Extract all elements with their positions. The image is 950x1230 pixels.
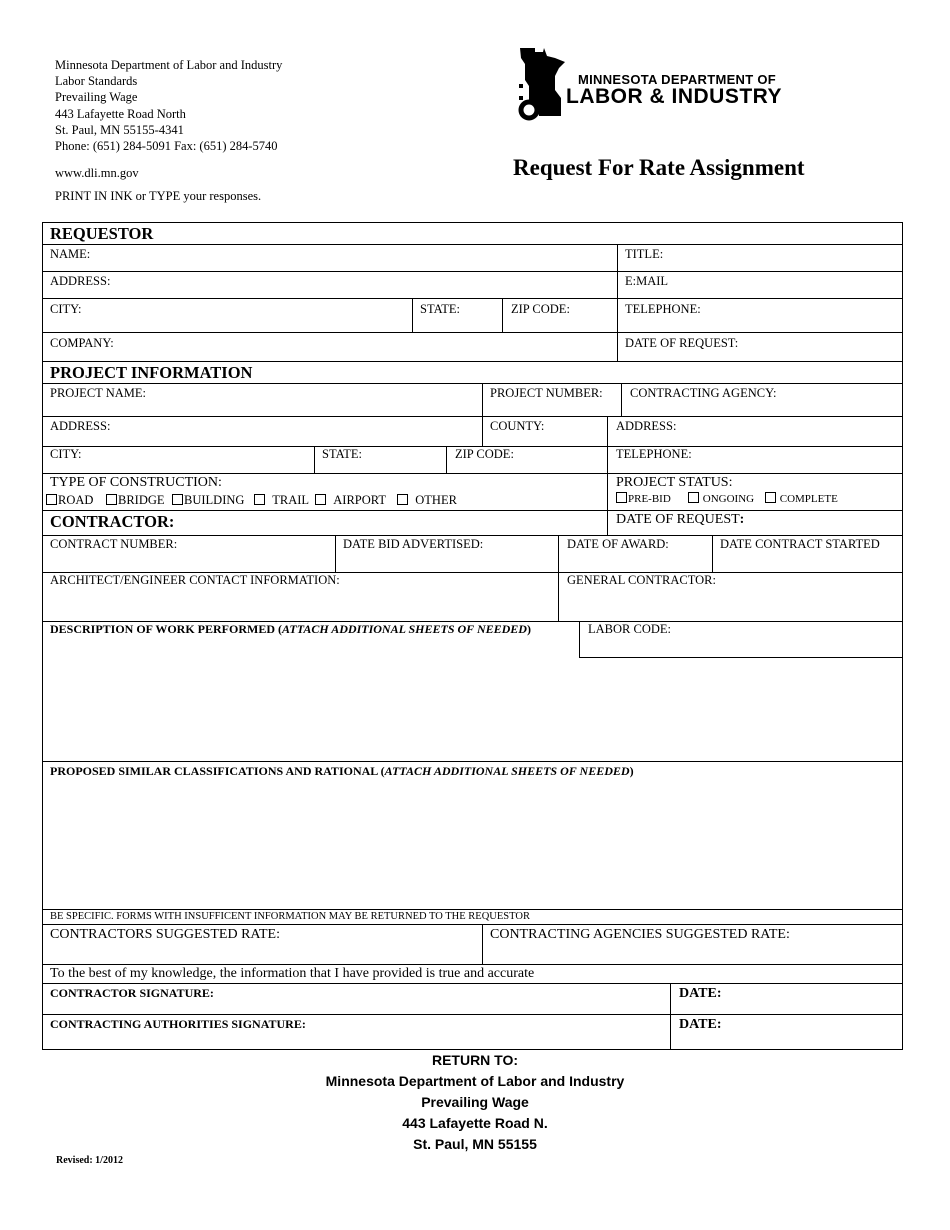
other-checkbox[interactable]	[397, 494, 408, 505]
status-option-complete[interactable]: COMPLETE	[765, 492, 838, 506]
complete-checkbox[interactable]	[765, 492, 776, 503]
requestor-company-field[interactable]: COMPANY:	[50, 336, 114, 350]
minnesota-state-logo-icon	[517, 46, 569, 122]
authority-signature-date-field[interactable]: DATE:	[679, 1017, 722, 1032]
contractor-date-of-request-field[interactable]: DATE OF REQUEST:	[616, 512, 745, 527]
attestation-statement: To the best of my knowledge, the information that I have provided is true and accurate	[50, 966, 535, 981]
architect-engineer-contact-field[interactable]: ARCHITECT/ENGINEER CONTACT INFORMATION:	[50, 573, 340, 587]
requestor-heading: REQUESTOR	[50, 224, 154, 243]
construction-option-road[interactable]: ROAD	[46, 493, 93, 507]
agencies-suggested-rate-field[interactable]: CONTRACTING AGENCIES SUGGESTED RATE:	[490, 927, 790, 942]
construction-option-airport[interactable]: AIRPORT	[315, 493, 386, 507]
contracting-agency-field[interactable]: CONTRACTING AGENCY:	[630, 386, 777, 400]
trail-checkbox[interactable]	[254, 494, 265, 505]
construction-option-other[interactable]: OTHER	[397, 493, 457, 507]
proposed-classifications-field[interactable]: PROPOSED SIMILAR CLASSIFICATIONS AND RATIONAL (ATTACH ADDITIONAL SHEETS OF NEEDED)	[50, 764, 634, 778]
project-county-field[interactable]: COUNTY:	[490, 419, 545, 433]
project-information-heading: PROJECT INFORMATION	[50, 363, 253, 382]
status-option-pre-bid[interactable]: PRE-BID	[616, 492, 671, 506]
be-specific-notice: BE SPECIFIC. FORMS WITH INSUFFICENT INFORMATION MAY BE RETURNED TO THE REQUESTOR	[50, 911, 530, 922]
requestor-email-field[interactable]: E:MAIL	[625, 274, 669, 288]
return-to-line-2: Prevailing Wage	[421, 1094, 529, 1110]
header-address-line-1: Minnesota Department of Labor and Industry	[55, 58, 283, 72]
return-to-heading: RETURN TO:	[431, 1052, 519, 1068]
contractor-signature-field[interactable]: CONTRACTOR SIGNATURE:	[50, 986, 214, 1000]
project-address-field[interactable]: ADDRESS:	[50, 419, 111, 433]
ongoing-checkbox[interactable]	[688, 492, 699, 503]
project-city-field[interactable]: CITY:	[50, 447, 82, 461]
contractors-suggested-rate-field[interactable]: CONTRACTORS SUGGESTED RATE:	[50, 927, 280, 942]
project-zip-field[interactable]: ZIP CODE:	[455, 447, 514, 461]
return-to-line-1: Minnesota Department of Labor and Industry	[325, 1073, 625, 1089]
header-address-line-5: St. Paul, MN 55155-4341	[55, 123, 184, 137]
project-name-field[interactable]: PROJECT NAME:	[50, 386, 146, 400]
date-contract-started-field[interactable]: DATE CONTRACT STARTED	[720, 537, 880, 551]
logo-line-1: MINNESOTA DEPARTMENT OF	[578, 72, 777, 87]
header-instruction: PRINT IN INK or TYPE your responses.	[55, 189, 262, 203]
logo-line-2: LABOR & INDUSTRY	[566, 85, 783, 108]
project-state-field[interactable]: STATE:	[322, 447, 362, 461]
contractor-signature-date-field[interactable]: DATE:	[679, 986, 722, 1001]
agency-address-field[interactable]: ADDRESS:	[616, 419, 677, 433]
header-phone: Phone: (651) 284-5091 Fax: (651) 284-5740	[55, 139, 278, 153]
bridge-checkbox[interactable]	[106, 494, 117, 505]
date-bid-advertised-field[interactable]: DATE BID ADVERTISED:	[343, 537, 484, 551]
header-address-line-2: Labor Standards	[55, 74, 138, 88]
return-to-line-4: St. Paul, MN 55155	[413, 1136, 537, 1152]
construction-option-trail[interactable]: TRAIL	[254, 493, 309, 507]
building-checkbox[interactable]	[172, 494, 183, 505]
form-title: Request For Rate Assignment	[513, 155, 805, 180]
date-of-award-field[interactable]: DATE OF AWARD:	[567, 537, 669, 551]
project-status-label: PROJECT STATUS:	[616, 475, 733, 490]
construction-option-bridge[interactable]: BRIDGE	[106, 493, 165, 507]
requestor-state-field[interactable]: STATE:	[420, 302, 460, 316]
pre-bid-checkbox[interactable]	[616, 492, 627, 503]
construction-option-building[interactable]: BUILDING	[172, 493, 244, 507]
header-website: www.dli.mn.gov	[55, 166, 139, 180]
type-of-construction-label: TYPE OF CONSTRUCTION:	[50, 475, 222, 490]
requestor-zip-field[interactable]: ZIP CODE:	[511, 302, 570, 316]
revised-date: Revised: 1/2012	[56, 1155, 123, 1166]
labor-code-field[interactable]: LABOR CODE:	[588, 622, 671, 636]
requestor-city-field[interactable]: CITY:	[50, 302, 82, 316]
contractor-heading: CONTRACTOR:	[50, 512, 175, 531]
requestor-date-of-request-field[interactable]: DATE OF REQUEST:	[625, 336, 739, 350]
requestor-telephone-field[interactable]: TELEPHONE:	[625, 302, 701, 316]
form-border	[42, 222, 903, 1050]
project-number-field[interactable]: PROJECT NUMBER:	[490, 386, 603, 400]
requestor-title-field[interactable]: TITLE:	[625, 247, 664, 261]
return-to-line-3: 443 Lafayette Road N.	[402, 1115, 548, 1131]
header-address-line-4: 443 Lafayette Road North	[55, 107, 186, 121]
contract-number-field[interactable]: CONTRACT NUMBER:	[50, 537, 178, 551]
general-contractor-field[interactable]: GENERAL CONTRACTOR:	[567, 573, 716, 587]
requestor-address-field[interactable]: ADDRESS:	[50, 274, 111, 288]
agency-telephone-field[interactable]: TELEPHONE:	[616, 447, 692, 461]
road-checkbox[interactable]	[46, 494, 57, 505]
status-option-ongoing[interactable]: ONGOING	[688, 492, 754, 506]
contracting-authorities-signature-field[interactable]: CONTRACTING AUTHORITIES SIGNATURE:	[50, 1017, 306, 1031]
description-of-work-field[interactable]: DESCRIPTION OF WORK PERFORMED (ATTACH ADDITIONAL SHEETS OF NEEDED)	[50, 622, 531, 636]
header-address-line-3: Prevailing Wage	[55, 90, 138, 104]
airport-checkbox[interactable]	[315, 494, 326, 505]
requestor-name-field[interactable]: NAME:	[50, 247, 91, 261]
